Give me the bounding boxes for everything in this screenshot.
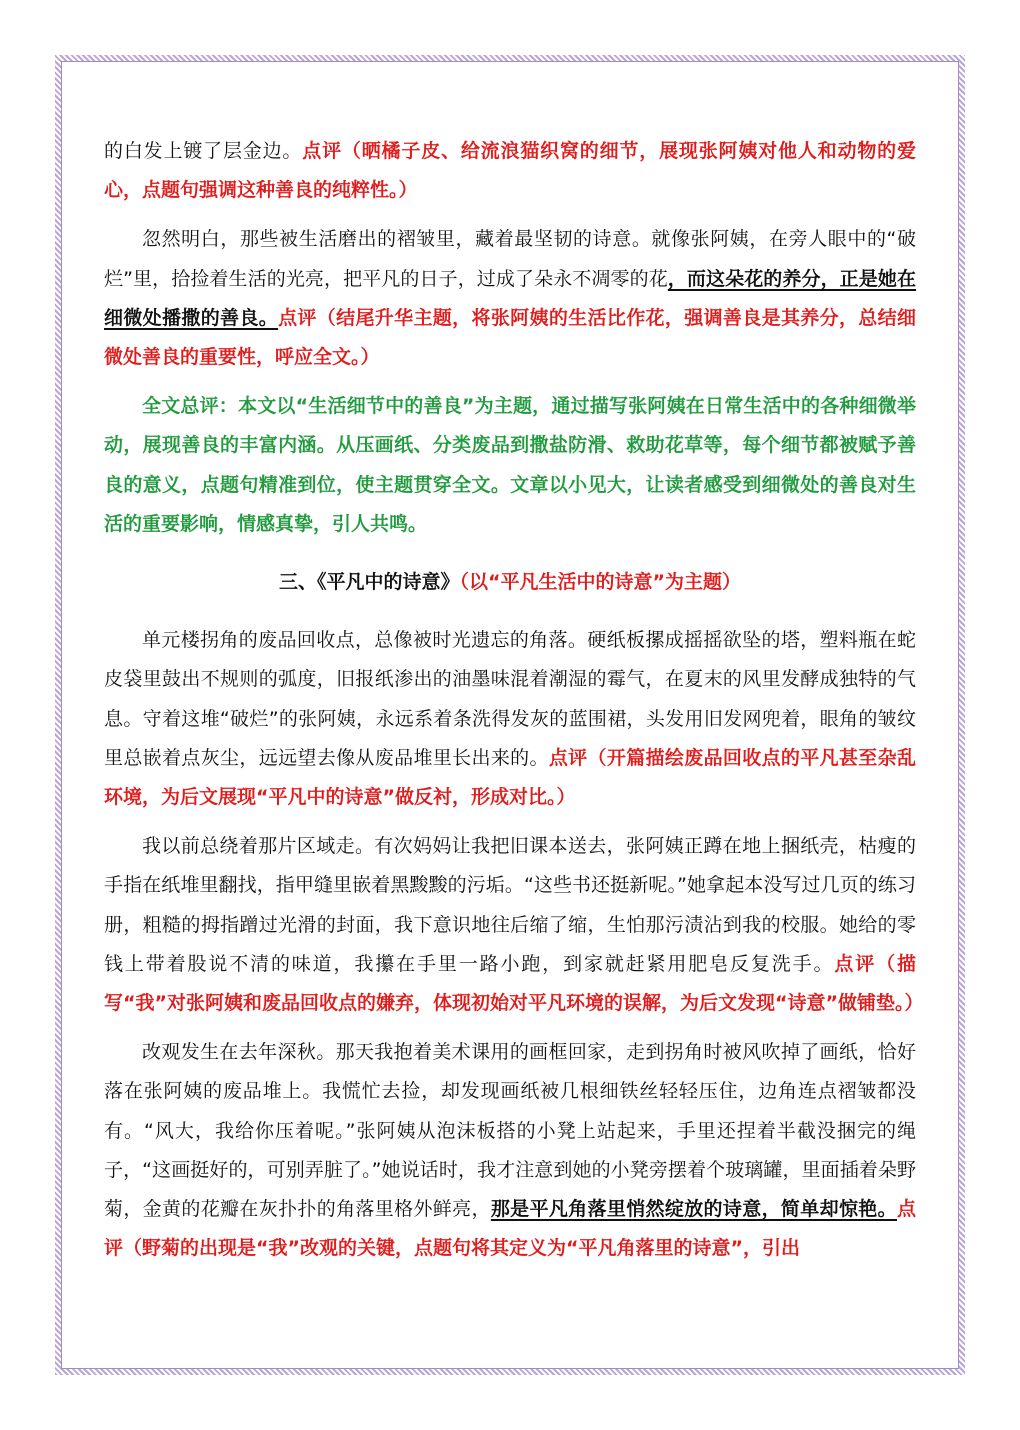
paragraph-text: 我以前总绕着那片区域走。有次妈妈让我把旧课本送去，张阿姨正蹲在地上捆纸壳，枯瘦的手指在纸堆里翻找，指甲缝里嵌着黑黢黢的污垢。“这些书还挺新呢。”她拿起本没写过几页的练习册，粗糙的拇指蹭过光滑的封面，我下意识地往后缩了缩，生怕那污渍沾到我的校服。她给的零钱上带着股说不清的味道，我攥在手里一路小跑，到家就赶紧用肥皂反复洗手。: [104, 835, 916, 975]
key-sentence: ，而这朵花的养分，正是她在细微处播撒的善良。: [104, 267, 916, 329]
comment-text: 点评（结尾升华主题，将张阿姨的生活比作花，强调善良是其养分，总结细微处善良的重要性，呼应全文。）: [104, 306, 916, 369]
paragraph-3: [104, 621, 916, 817]
paragraph-text: 忽然明白，那些被生活磨出的褶皱里，藏着最坚韧的诗意。就像张阿姨，在旁人眼中的“破烂”里，拾捡着生活的光亮，把平凡的日子，过成了朵永不凋零的花: [104, 228, 916, 290]
key-sentence: 那是平凡角落里悄然绽放的诗意，简单却惊艳。: [490, 1198, 897, 1221]
essay-content: [104, 132, 924, 1278]
paragraph-1: [104, 132, 916, 210]
paragraph-text: 的白发上镀了层金边。: [104, 140, 303, 162]
paragraph-4: [104, 827, 924, 1023]
section-subtitle: （以“平凡生活中的诗意”为主题）: [459, 571, 741, 594]
comment-text: 点评（晒橘子皮、给流浪猫织窝的细节，展现张阿姨对他人和动物的爱心，点题句强调这种善良的纯粹性。）: [104, 140, 916, 202]
paragraph-2: [104, 220, 916, 377]
section-heading: [104, 563, 916, 602]
comment-text: 点评（野菊的出现是“我”改观的关键，点题句将其定义为“平凡角落里的诗意”，引出: [104, 1198, 916, 1260]
overall-summary: 全文总评：本文以“生活细节中的善良”为主题，通过描写张阿姨在日常生活中的各种细微举动，展现善良的丰富内涵。从压画纸、分类废品到撒盐防滑、救助花草等，每个细节都被赋予善良的意义，点题句精准到位，使主题贯穿全文。文章以小见大，让读者感受到细微处的善良对生活的重要影响，情感真挚，引人共鸣。: [104, 395, 916, 535]
comment-text: 点评（开篇描绘废品回收点的平凡甚至杂乱环境，为后文展现“平凡中的诗意”做反衬，形成对比。）: [104, 746, 916, 809]
paragraph-text: 单元楼拐角的废品回收点，总像被时光遗忘的角落。硬纸板摞成摇摇欲坠的塔，塑料瓶在蛇皮袋里鼓出不规则的弧度，旧报纸渗出的油墨味混着潮湿的霉气，在夏末的风里发酵成独特的气息。守着这堆“破烂”的张阿姨，永远系着条洗得发灰的蓝围裙，头发用旧发网兜着，眼角的皱纹里总嵌着点灰尘，远远望去像从废品堆里长出来的。: [104, 629, 916, 769]
section-title: 三、《平凡中的诗意》: [279, 571, 460, 594]
comment-text: 点评（描写“我”对张阿姨和废品回收点的嫌弃，体现初始对平凡环境的误解，为后文发现“诗意”做铺垫。）: [104, 952, 924, 1015]
paragraph-text: 改观发生在去年深秋。那天我抱着美术课用的画框回家，走到拐角时被风吹掉了画纸，恰好落在张阿姨的废品堆上。我慌忙去捡，却发现画纸被几根细铁丝轻轻压住，边角连点褶皱都没有。“风大，我给你压着呢。”张阿姨从泡沫板搭的小凳上站起来，手里还捏着半截没捆完的绳子，“这画挺好的，可别弄脏了。”她说话时，我才注意到她的小凳旁摆着个玻璃罐，里面插着朵野菊，金黄的花瓣在灰扑扑的角落里格外鲜亮，: [104, 1041, 916, 1221]
paragraph-5: [104, 1033, 916, 1268]
